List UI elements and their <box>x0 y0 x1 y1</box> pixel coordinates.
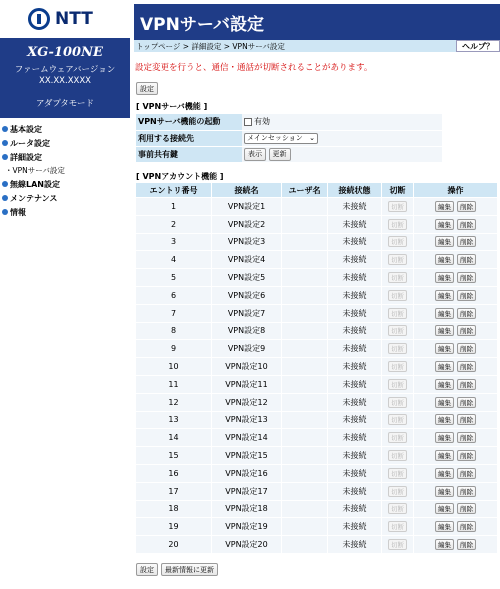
username-cell <box>282 357 328 375</box>
connection-target-select[interactable] <box>244 133 318 144</box>
edit-button[interactable]: 編集 <box>435 201 454 212</box>
connection-status-cell: 未接続 <box>328 500 382 518</box>
disconnect-cell <box>382 304 414 322</box>
disconnect-button[interactable]: 切断 <box>388 539 407 550</box>
edit-button[interactable]: 編集 <box>435 521 454 532</box>
edit-button[interactable]: 編集 <box>435 486 454 497</box>
nav-label: メンテナンス <box>10 193 58 203</box>
delete-button[interactable]: 削除 <box>457 254 476 265</box>
entry-number-cell: 2 <box>136 215 212 233</box>
username-cell <box>282 393 328 411</box>
delete-button[interactable]: 削除 <box>457 432 476 443</box>
column-header: 操作 <box>414 183 498 197</box>
entry-number-cell: 6 <box>136 286 212 304</box>
vpn-start-value <box>242 114 442 130</box>
edit-button[interactable]: 編集 <box>435 325 454 336</box>
table-row <box>136 197 498 215</box>
model-name: XG-100NE <box>27 45 103 60</box>
delete-button[interactable]: 削除 <box>457 521 476 532</box>
bottom-actions <box>136 563 218 576</box>
disconnect-button[interactable]: 切断 <box>388 308 407 319</box>
edit-button[interactable]: 編集 <box>435 414 454 425</box>
nav-label: 無線LAN設定 <box>10 179 60 189</box>
connection-status-cell: 未接続 <box>328 357 382 375</box>
operations-cell <box>414 482 498 500</box>
connection-name-cell: VPN設定10 <box>212 357 282 375</box>
disconnect-cell <box>382 446 414 464</box>
edit-button[interactable]: 編集 <box>435 450 454 461</box>
entry-number-cell: 5 <box>136 268 212 286</box>
device-info-panel <box>0 38 130 118</box>
vpn-enable-label: 有効 <box>254 117 270 127</box>
entry-number-cell: 10 <box>136 357 212 375</box>
connection-status-cell: 未接続 <box>328 197 382 215</box>
entry-number-cell: 17 <box>136 482 212 500</box>
disconnect-cell <box>382 500 414 518</box>
disconnect-button[interactable]: 切断 <box>388 219 407 230</box>
edit-button[interactable]: 編集 <box>435 272 454 283</box>
disconnect-button[interactable]: 切断 <box>388 503 407 514</box>
operation-mode: アダプタモード <box>36 99 94 109</box>
disconnect-button[interactable]: 切断 <box>388 450 407 461</box>
disconnect-cell <box>382 464 414 482</box>
brand-logo <box>0 0 130 38</box>
nav-router-settings[interactable] <box>0 136 130 150</box>
disconnect-cell <box>382 286 414 304</box>
table-row <box>136 339 498 357</box>
username-cell <box>282 428 328 446</box>
operations-cell <box>414 250 498 268</box>
operations-cell <box>414 464 498 482</box>
breadcrumb: トップページ > 詳細設定 > VPNサーバ設定 <box>136 41 285 51</box>
refresh-button[interactable]: 最新情報に更新 <box>161 563 218 576</box>
table-row <box>136 357 498 375</box>
entry-number-cell: 11 <box>136 375 212 393</box>
entry-number-cell: 13 <box>136 411 212 429</box>
delete-button[interactable]: 削除 <box>457 468 476 479</box>
connection-status-cell: 未接続 <box>328 250 382 268</box>
nav-label: ルータ設定 <box>10 138 50 148</box>
connection-name-cell: VPN設定5 <box>212 268 282 286</box>
entry-number-cell: 3 <box>136 233 212 251</box>
nav-vpn-server-settings[interactable]: ・VPNサーバ設定 <box>5 166 65 175</box>
edit-button[interactable]: 編集 <box>435 379 454 390</box>
disconnect-cell <box>382 233 414 251</box>
username-cell <box>282 375 328 393</box>
psk-update-button[interactable]: 更新 <box>269 148 291 161</box>
username-cell <box>282 233 328 251</box>
table-row <box>136 375 498 393</box>
connection-name-cell: VPN設定6 <box>212 286 282 304</box>
operations-cell <box>414 375 498 393</box>
table-row <box>136 500 498 518</box>
operations-cell <box>414 446 498 464</box>
column-header: 接続名 <box>212 183 282 197</box>
table-row <box>136 268 498 286</box>
nav-bullet-icon <box>2 195 8 201</box>
delete-button[interactable]: 削除 <box>457 308 476 319</box>
connection-status-cell: 未接続 <box>328 411 382 429</box>
table-row <box>136 322 498 340</box>
disconnect-button[interactable]: 切断 <box>388 343 407 354</box>
disconnect-cell <box>382 268 414 286</box>
operations-cell <box>414 393 498 411</box>
username-cell <box>282 339 328 357</box>
disconnect-button[interactable]: 切断 <box>388 236 407 247</box>
nav-bullet-icon <box>2 154 8 160</box>
entry-number-cell: 20 <box>136 535 212 553</box>
delete-button[interactable]: 削除 <box>457 201 476 212</box>
operations-cell <box>414 535 498 553</box>
delete-button[interactable]: 削除 <box>457 343 476 354</box>
delete-button[interactable]: 削除 <box>457 450 476 461</box>
sidebar <box>0 0 130 589</box>
connection-name-cell: VPN設定16 <box>212 464 282 482</box>
disconnect-button[interactable]: 切断 <box>388 521 407 532</box>
delete-button[interactable]: 削除 <box>457 397 476 408</box>
username-cell <box>282 250 328 268</box>
username-cell <box>282 446 328 464</box>
edit-button[interactable]: 編集 <box>435 236 454 247</box>
ntt-logo-icon <box>28 8 50 30</box>
connection-status-cell: 未接続 <box>328 535 382 553</box>
disconnect-cell <box>382 482 414 500</box>
operations-cell <box>414 304 498 322</box>
connection-name-cell: VPN設定3 <box>212 233 282 251</box>
nav-maintenance[interactable] <box>0 191 130 205</box>
connection-name-cell: VPN設定18 <box>212 500 282 518</box>
delete-button[interactable]: 削除 <box>457 325 476 336</box>
disconnect-cell <box>382 393 414 411</box>
entry-number-cell: 14 <box>136 428 212 446</box>
table-row <box>136 393 498 411</box>
delete-button[interactable]: 削除 <box>457 236 476 247</box>
entry-number-cell: 9 <box>136 339 212 357</box>
set-button-bottom[interactable]: 設定 <box>136 563 158 576</box>
operations-cell <box>414 233 498 251</box>
disconnect-button[interactable]: 切断 <box>388 254 407 265</box>
connection-status-cell: 未接続 <box>328 464 382 482</box>
vpn-account-rows <box>136 197 498 553</box>
column-header: ユーザ名 <box>282 183 328 197</box>
operations-cell <box>414 268 498 286</box>
connection-name-cell: VPN設定17 <box>212 482 282 500</box>
connection-name-cell: VPN設定14 <box>212 428 282 446</box>
connection-name-cell: VPN設定15 <box>212 446 282 464</box>
edit-button[interactable]: 編集 <box>435 290 454 301</box>
connection-name-cell: VPN設定19 <box>212 517 282 535</box>
delete-button[interactable]: 削除 <box>457 219 476 230</box>
table-row <box>136 304 498 322</box>
main-content <box>130 0 500 589</box>
column-header: エントリ番号 <box>136 183 212 197</box>
connection-name-cell: VPN設定12 <box>212 393 282 411</box>
connection-name-cell: VPN設定11 <box>212 375 282 393</box>
connection-status-cell: 未接続 <box>328 286 382 304</box>
table-row <box>136 446 498 464</box>
entry-number-cell: 4 <box>136 250 212 268</box>
table-row <box>136 428 498 446</box>
disconnect-button[interactable]: 切断 <box>388 468 407 479</box>
delete-button[interactable]: 削除 <box>457 486 476 497</box>
edit-button[interactable]: 編集 <box>435 432 454 443</box>
username-cell <box>282 535 328 553</box>
disconnect-cell <box>382 357 414 375</box>
disconnect-button[interactable]: 切断 <box>388 325 407 336</box>
disconnect-cell <box>382 535 414 553</box>
disconnect-button[interactable]: 切断 <box>388 379 407 390</box>
table-row <box>136 233 498 251</box>
page-title: VPNサーバ設定 <box>134 4 500 40</box>
nav-bullet-icon <box>2 126 8 132</box>
connection-name-cell: VPN設定13 <box>212 411 282 429</box>
nav-wlan-settings[interactable] <box>0 177 130 191</box>
username-cell <box>282 464 328 482</box>
disconnect-button[interactable]: 切断 <box>388 486 407 497</box>
connection-status-cell: 未接続 <box>328 322 382 340</box>
nav-basic-settings[interactable] <box>0 122 130 136</box>
entry-number-cell: 19 <box>136 517 212 535</box>
table-row <box>136 482 498 500</box>
username-cell <box>282 482 328 500</box>
nav-label: 情報 <box>10 207 26 217</box>
connection-status-cell: 未接続 <box>328 482 382 500</box>
connection-name-cell: VPN設定8 <box>212 322 282 340</box>
nav-detail-settings[interactable] <box>0 150 130 164</box>
username-cell <box>282 322 328 340</box>
connection-status-cell: 未接続 <box>328 268 382 286</box>
connection-status-cell: 未接続 <box>328 375 382 393</box>
table-row <box>136 535 498 553</box>
connection-name-cell: VPN設定1 <box>212 197 282 215</box>
table-row <box>136 517 498 535</box>
chevron-down-icon: ⌄ <box>309 134 315 142</box>
nav-label: 詳細設定 <box>10 152 42 162</box>
nav-bullet-icon <box>2 209 8 215</box>
psk-value <box>242 146 442 162</box>
vpn-start-label: VPNサーバ機能の起動 <box>136 114 242 130</box>
connection-target-label: 利用する接続先 <box>136 130 242 146</box>
psk-show-button[interactable]: 表示 <box>244 148 266 161</box>
disconnect-cell <box>382 250 414 268</box>
entry-number-cell: 16 <box>136 464 212 482</box>
operations-cell <box>414 357 498 375</box>
connection-status-cell: 未接続 <box>328 393 382 411</box>
connection-name-cell: VPN設定4 <box>212 250 282 268</box>
connection-name-cell: VPN設定20 <box>212 535 282 553</box>
vpn-account-table <box>136 183 498 553</box>
firmware-label: ファームウェアバージョン <box>14 65 116 75</box>
warning-message: 設定変更を行うと、通信・通話が切断されることがあります。 <box>135 63 373 73</box>
disconnect-button[interactable]: 切断 <box>388 361 407 372</box>
nav-bullet-icon <box>2 140 8 146</box>
vpn-enable-checkbox[interactable] <box>244 118 252 126</box>
table-row <box>136 464 498 482</box>
delete-button[interactable]: 削除 <box>457 503 476 514</box>
entry-number-cell: 12 <box>136 393 212 411</box>
disconnect-cell <box>382 375 414 393</box>
operations-cell <box>414 500 498 518</box>
delete-button[interactable]: 削除 <box>457 361 476 372</box>
connection-status-cell: 未接続 <box>328 446 382 464</box>
disconnect-button[interactable]: 切断 <box>388 201 407 212</box>
operations-cell <box>414 215 498 233</box>
column-header: 切断 <box>382 183 414 197</box>
edit-button[interactable]: 編集 <box>435 468 454 479</box>
disconnect-cell <box>382 215 414 233</box>
delete-button[interactable]: 削除 <box>457 272 476 283</box>
connection-target-selected: メインセッション <box>247 134 303 142</box>
nav-info[interactable] <box>0 205 130 219</box>
disconnect-cell <box>382 197 414 215</box>
username-cell <box>282 286 328 304</box>
table-row <box>136 250 498 268</box>
username-cell <box>282 517 328 535</box>
table-header-row <box>136 183 498 197</box>
disconnect-cell <box>382 428 414 446</box>
vpn-account-section-title: [ VPNアカウント機能 ] <box>136 172 224 181</box>
delete-button[interactable]: 削除 <box>457 414 476 425</box>
edit-button[interactable]: 編集 <box>435 343 454 354</box>
entry-number-cell: 7 <box>136 304 212 322</box>
edit-button[interactable]: 編集 <box>435 308 454 319</box>
disconnect-cell <box>382 339 414 357</box>
vpn-function-section-title: [ VPNサーバ機能 ] <box>136 102 208 111</box>
connection-name-cell: VPN設定2 <box>212 215 282 233</box>
nav-label: 基本設定 <box>10 124 42 134</box>
operations-cell <box>414 411 498 429</box>
edit-button[interactable]: 編集 <box>435 254 454 265</box>
connection-status-cell: 未接続 <box>328 339 382 357</box>
connection-name-cell: VPN設定7 <box>212 304 282 322</box>
vpn-function-table <box>136 114 442 163</box>
username-cell <box>282 197 328 215</box>
side-nav <box>0 122 130 219</box>
help-button[interactable]: ヘルプ？ <box>456 40 500 52</box>
disconnect-cell <box>382 517 414 535</box>
edit-button[interactable]: 編集 <box>435 219 454 230</box>
operations-cell <box>414 322 498 340</box>
disconnect-button[interactable]: 切断 <box>388 414 407 425</box>
delete-button[interactable]: 削除 <box>457 290 476 301</box>
username-cell <box>282 304 328 322</box>
disconnect-button[interactable]: 切断 <box>388 272 407 283</box>
column-header: 接続状態 <box>328 183 382 197</box>
username-cell <box>282 411 328 429</box>
disconnect-button[interactable]: 切断 <box>388 432 407 443</box>
connection-status-cell: 未接続 <box>328 428 382 446</box>
username-cell <box>282 500 328 518</box>
operations-cell <box>414 197 498 215</box>
disconnect-cell <box>382 322 414 340</box>
edit-button[interactable]: 編集 <box>435 361 454 372</box>
nav-bullet-icon <box>2 181 8 187</box>
operations-cell <box>414 428 498 446</box>
table-row <box>136 215 498 233</box>
set-button-top[interactable]: 設定 <box>136 82 158 95</box>
connection-status-cell: 未接続 <box>328 233 382 251</box>
disconnect-button[interactable]: 切断 <box>388 397 407 408</box>
disconnect-button[interactable]: 切断 <box>388 290 407 301</box>
connection-status-cell: 未接続 <box>328 215 382 233</box>
entry-number-cell: 18 <box>136 500 212 518</box>
username-cell <box>282 215 328 233</box>
edit-button[interactable]: 編集 <box>435 503 454 514</box>
disconnect-cell <box>382 411 414 429</box>
entry-number-cell: 15 <box>136 446 212 464</box>
connection-name-cell: VPN設定9 <box>212 339 282 357</box>
entry-number-cell: 1 <box>136 197 212 215</box>
operations-cell <box>414 339 498 357</box>
brand-name: NTT <box>55 9 93 29</box>
edit-button[interactable]: 編集 <box>435 539 454 550</box>
breadcrumb-bar <box>134 40 500 52</box>
operations-cell <box>414 286 498 304</box>
table-row <box>136 286 498 304</box>
connection-status-cell: 未接続 <box>328 304 382 322</box>
username-cell <box>282 268 328 286</box>
connection-target-value <box>242 130 442 146</box>
delete-button[interactable]: 削除 <box>457 379 476 390</box>
entry-number-cell: 8 <box>136 322 212 340</box>
psk-label: 事前共有鍵 <box>136 146 242 162</box>
firmware-version: XX.XX.XXXX <box>39 76 91 86</box>
table-row <box>136 411 498 429</box>
delete-button[interactable]: 削除 <box>457 539 476 550</box>
operations-cell <box>414 517 498 535</box>
connection-status-cell: 未接続 <box>328 517 382 535</box>
edit-button[interactable]: 編集 <box>435 397 454 408</box>
